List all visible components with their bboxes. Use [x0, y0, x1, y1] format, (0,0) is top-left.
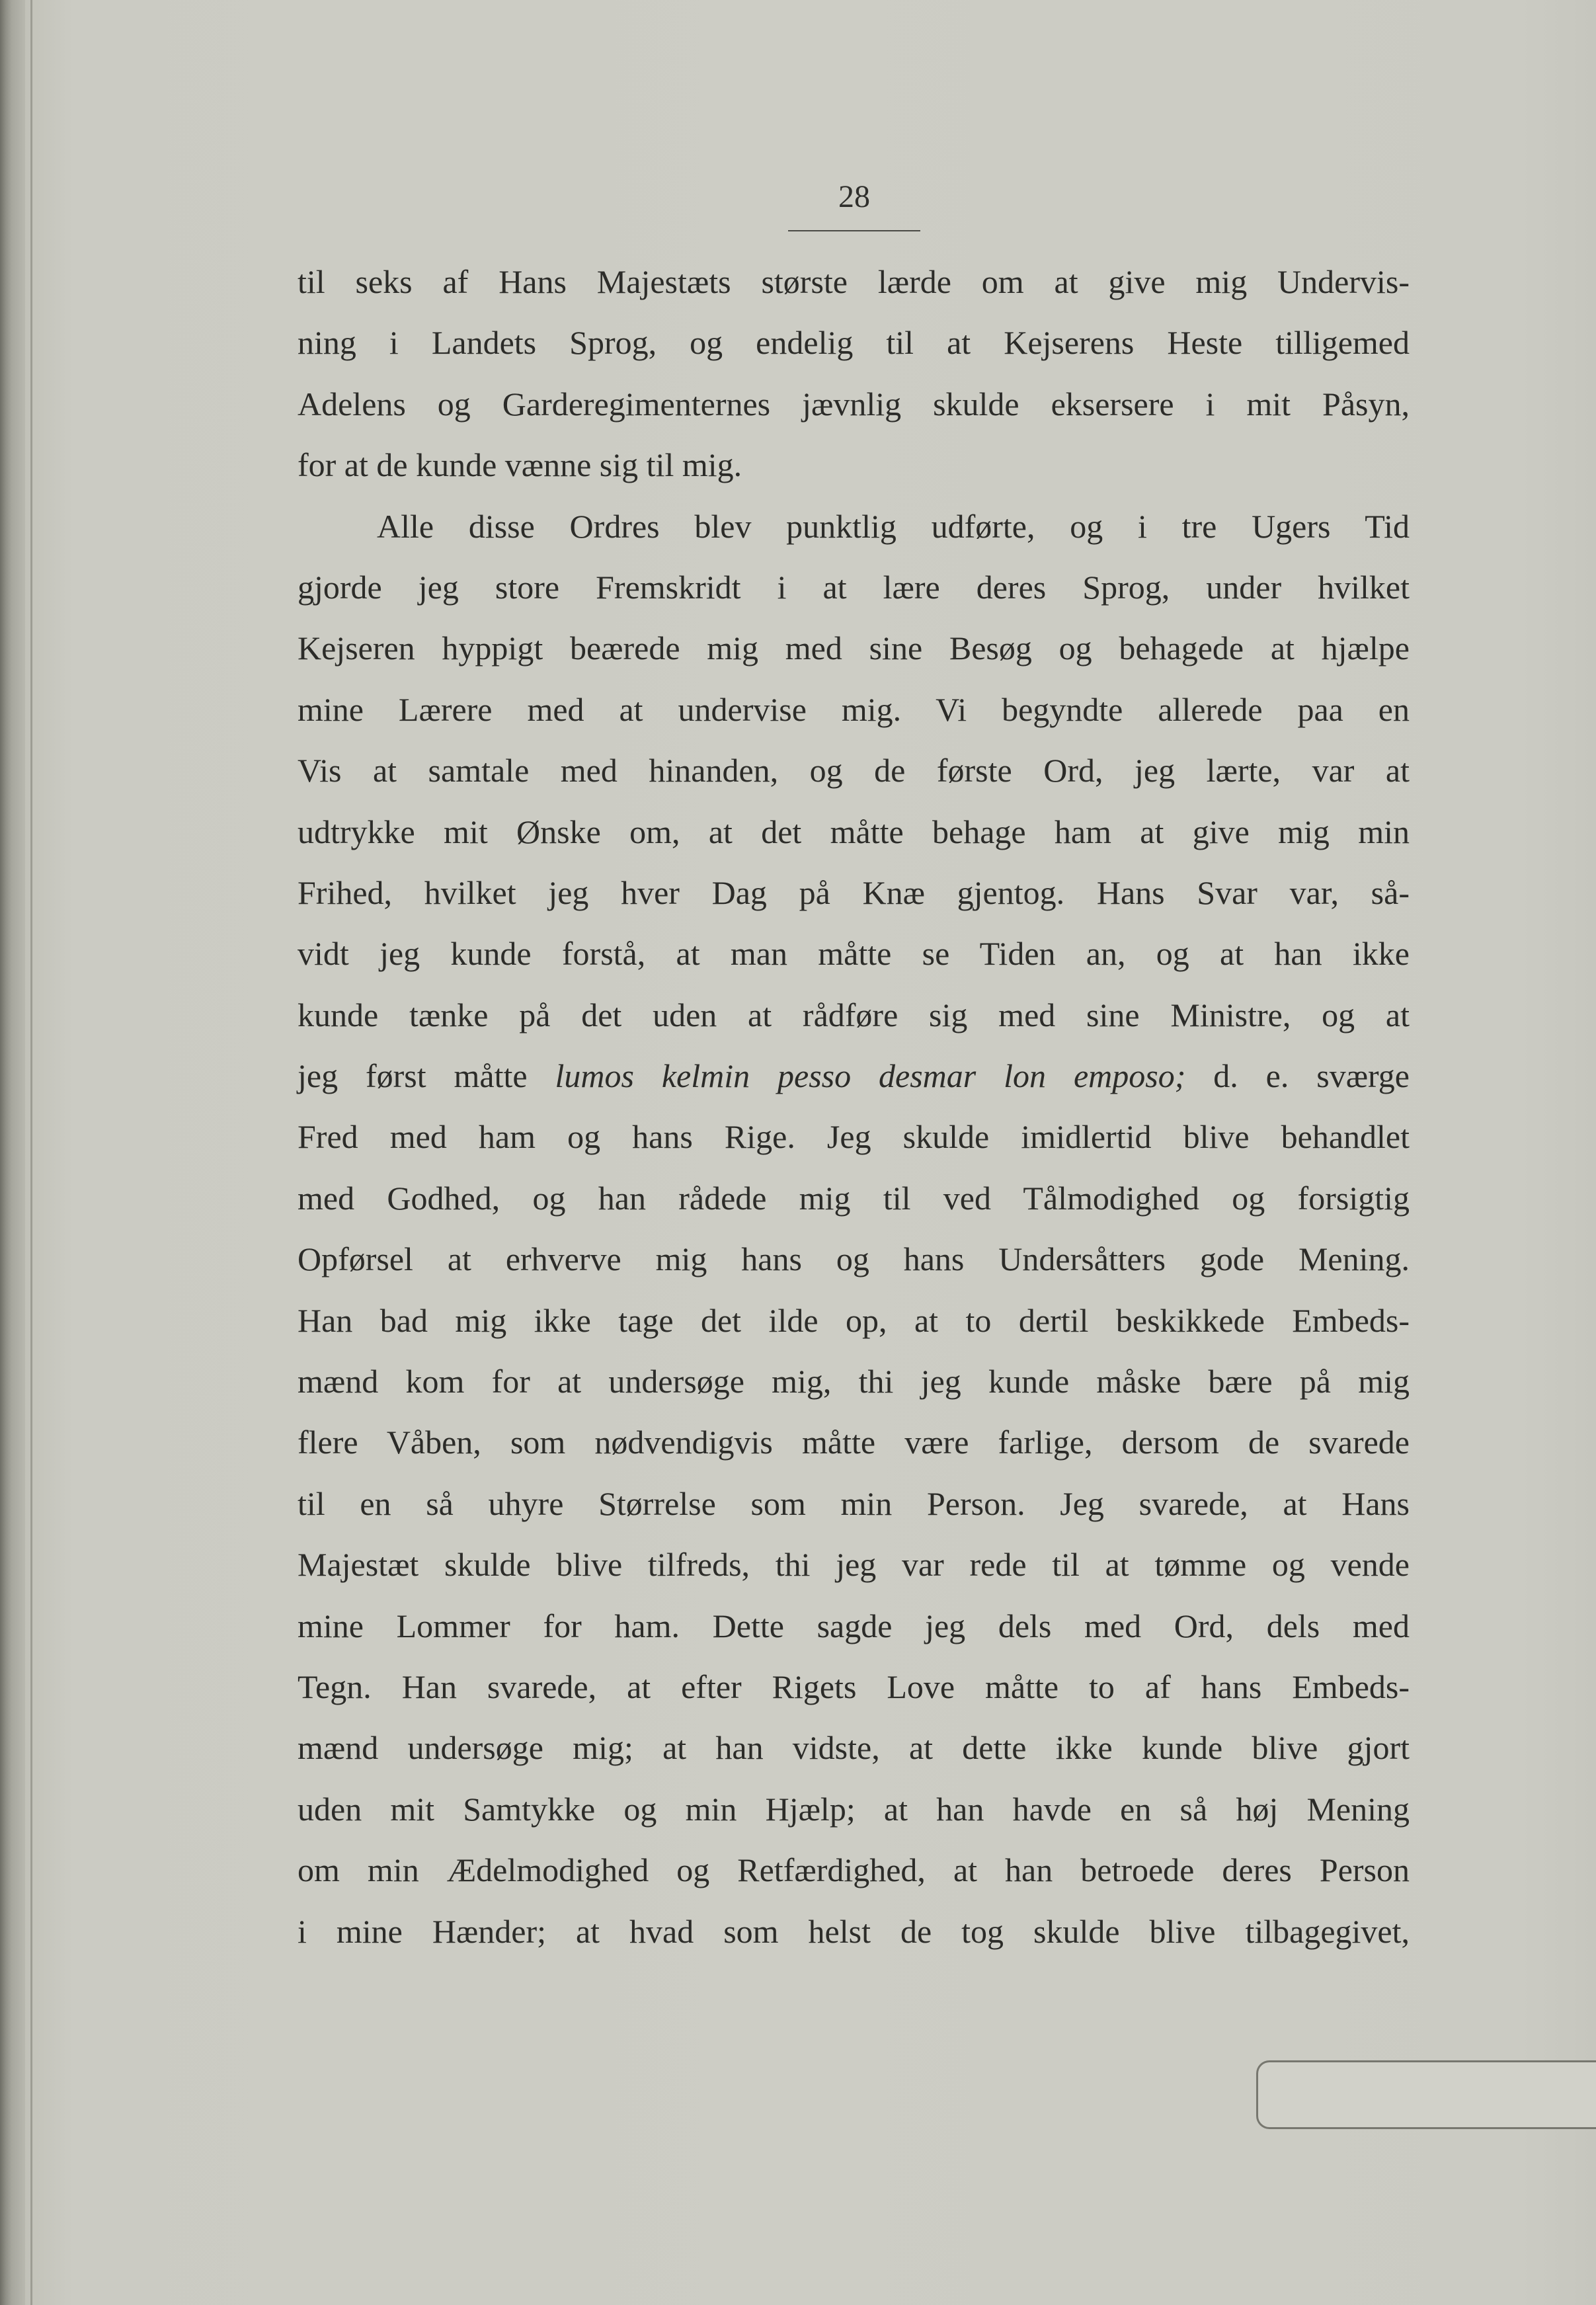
text-line-16: med Godhed, og han rådede mig til ved Tålmodighed og forsigtig: [298, 1179, 1410, 1217]
text-line-11: Frihed, hvilket jeg hver Dag på Knæ gjentog. Hans Svar var, så-: [298, 873, 1410, 911]
text-line-14: [298, 1045, 1410, 1106]
text-line-28: i mine Hænder; at hvad som helst de tog skulde blive tilbagegivet,: [298, 1912, 1410, 1950]
text-line-3: Adelens og Garderegimenternes jævnlig skulde eksersere i mit Påsyn,: [298, 385, 1410, 423]
text-line-9: Vis at samtale med hinanden, og de første Ord, jeg lærte, var at: [298, 752, 1410, 789]
text-line-14-italic: lumos kelmin pesso desmar lon emposo;: [555, 1057, 1186, 1095]
text-line-15: Fred med ham og hans Rige. Jeg skulde imidlertid blive behandlet: [298, 1118, 1410, 1156]
text-line-5: Alle disse Ordres blev punktlig udførte, og i tre Ugers Tid: [377, 507, 1410, 545]
text-line-7: Kejseren hyppigt beærede mig med sine Besøg og behagede at hjælpe: [298, 629, 1410, 667]
text-line-23: mine Lommer for ham. Dette sagde jeg dels med Ord, dels med: [298, 1607, 1410, 1644]
text-line-17: Opførsel at erhverve mig hans og hans Undersåtters gode Mening.: [298, 1240, 1410, 1278]
text-line-8: mine Lærere med at undervise mig. Vi begyndte allerede paa en: [298, 690, 1410, 728]
text-line-27: om min Ædelmodighed og Retfærdighed, at han betroede deres Person: [298, 1851, 1410, 1889]
text-line-21: til en så uhyre Størrelse som min Person. Jeg svarede, at Hans: [298, 1484, 1410, 1522]
corner-label-tab: [1256, 2060, 1596, 2129]
text-line-4: for at de kunde vænne sig til mig.: [298, 446, 742, 484]
text-line-1: til seks af Hans Majestæts største lærde om at give mig Undervis-: [298, 263, 1410, 300]
text-line-12: vidt jeg kunde forstå, at man måtte se Tiden an, og at han ikke: [298, 935, 1410, 973]
body-text: [298, 251, 1410, 1962]
binding-shadow-line: [30, 0, 32, 2305]
text-line-14-after: d. e. sværge: [1185, 1057, 1410, 1095]
binding-edge: [0, 0, 25, 2305]
text-line-25: mænd undersøge mig; at han vidste, at dette ikke kunde blive gjort: [298, 1729, 1410, 1767]
text-line-6: gjorde jeg store Fremskridt i at lære deres Sprog, under hvilket: [298, 568, 1410, 606]
text-line-20: flere Våben, som nødvendigvis måtte være farlige, dersom de svarede: [298, 1424, 1410, 1461]
text-line-14-before: jeg først måtte: [298, 1057, 555, 1095]
text-line-26: uden mit Samtykke og min Hjælp; at han havde en så høj Mening: [298, 1790, 1410, 1828]
text-line-24: Tegn. Han svarede, at efter Rigets Love måtte to af hans Embeds-: [298, 1668, 1410, 1705]
text-line-18: Han bad mig ikke tage det ilde op, at to dertil beskikkede Embeds-: [298, 1301, 1410, 1339]
page-number-rule: [788, 230, 920, 231]
text-line-13: kunde tænke på det uden at rådføre sig med sine Ministre, og at: [298, 996, 1410, 1033]
text-line-22: Majestæt skulde blive tilfreds, thi jeg var rede til at tømme og vende: [298, 1546, 1410, 1584]
text-line-2: ning i Landets Sprog, og endelig til at Kejserens Heste tilligemed: [298, 324, 1410, 362]
page-number: 28: [838, 179, 870, 214]
text-line-10: udtrykke mit Ønske om, at det måtte behage ham at give mig min: [298, 813, 1410, 850]
text-line-19: mænd kom for at undersøge mig, thi jeg kunde måske bære på mig: [298, 1363, 1410, 1400]
